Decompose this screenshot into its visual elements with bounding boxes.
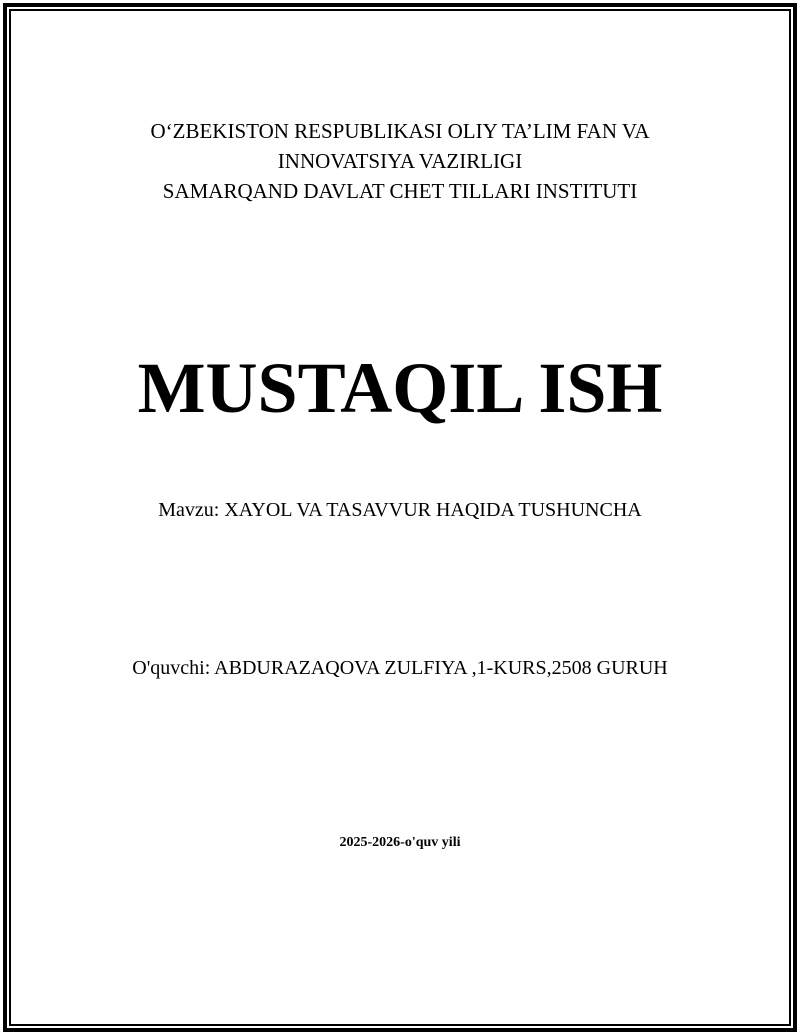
student-line: O'quvchi: ABDURAZAQOVA ZULFIYA ,1-KURS,2508 GURUH <box>132 657 668 679</box>
institution-header-line-3: SAMARQAND DAVLAT CHET TILLARI INSTITUTI <box>162 179 638 203</box>
institution-header <box>11 116 789 206</box>
document-title: MUSTAQIL ISH <box>137 348 663 428</box>
institution-header-line-1: OʻZBEKISTON RESPUBLIKASI OLIY TA’LIM FAN VA <box>150 119 650 143</box>
topic-line: Mavzu: XAYOL VA TASAVVUR HAQIDA TUSHUNCHA <box>158 499 642 521</box>
academic-year: 2025-2026-o'quv yili <box>339 835 461 850</box>
page-border-inner <box>9 9 791 1026</box>
institution-header-line-2: INNOVATSIYA VAZIRLIGI <box>277 149 523 173</box>
page-border-outer <box>3 3 797 1032</box>
